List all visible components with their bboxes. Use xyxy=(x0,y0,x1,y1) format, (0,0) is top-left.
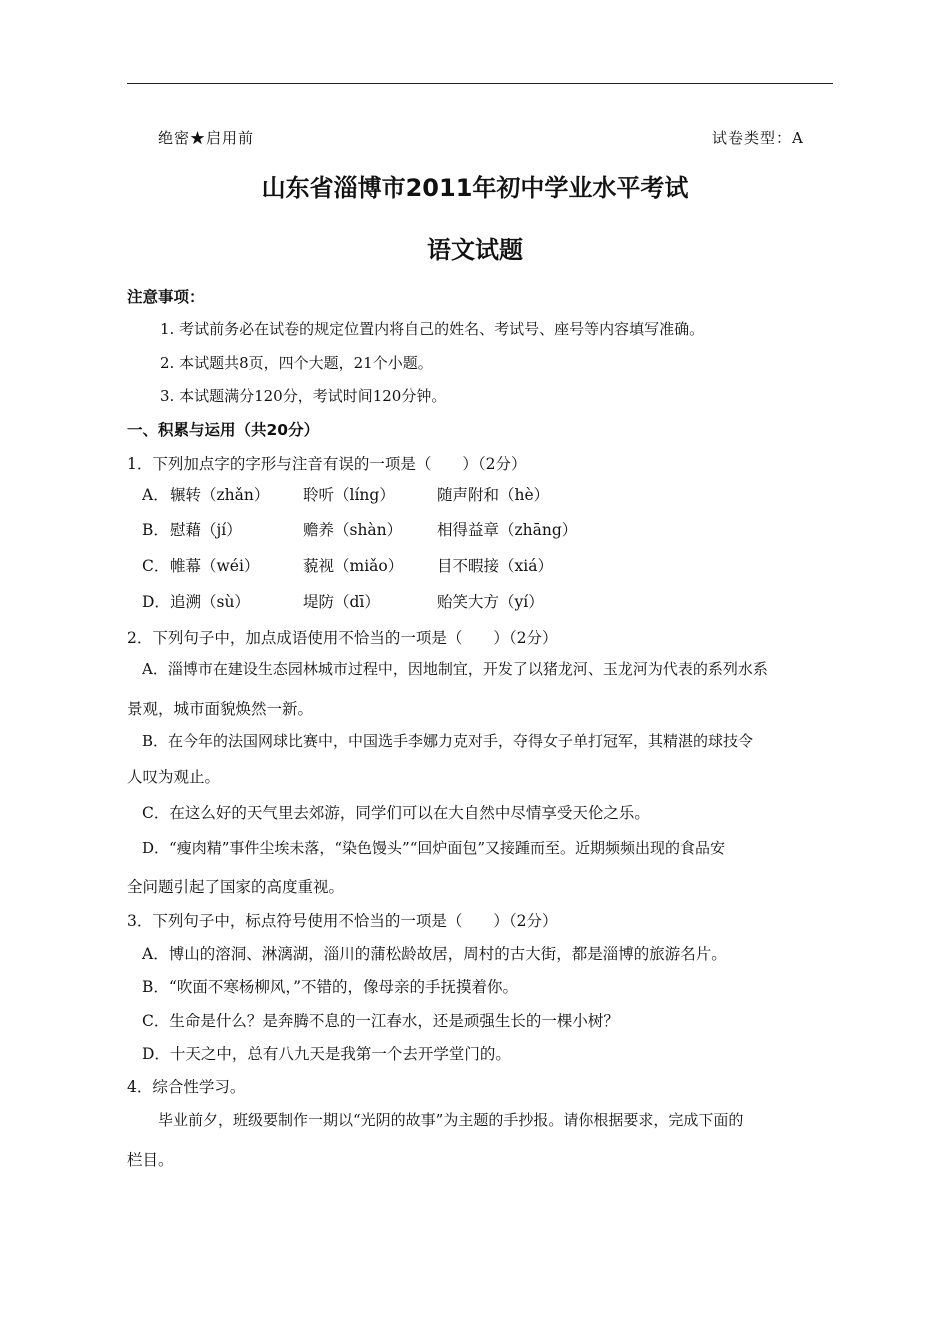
q1-option-d-label: D． xyxy=(142,593,170,611)
subject-title: 语文试题 xyxy=(427,236,523,264)
q1-option-c-3: 目不暇接（xiá） xyxy=(437,557,553,575)
q1-option-c-1: 帷幕（wéi） xyxy=(170,557,260,575)
notice-item-1: 1. 考试前务必在试卷的规定位置内将自己的姓名、考试号、座号等内容填写准确。 xyxy=(160,320,705,338)
q1-option-a-3: 随声附和（hè） xyxy=(437,486,550,504)
q1-option-b-2: 赡养（shàn） xyxy=(303,521,403,539)
q1-option-d-2: 堤防（dī） xyxy=(303,593,380,611)
q1-option-a-2: 聆听（líng） xyxy=(303,486,395,504)
q1-option-b-1: 慰藉（jí） xyxy=(170,521,242,539)
q2-option-a-line1: A．淄博市在建设生态园林城市过程中，因地制宜，开发了以猪龙河、玉龙河为代表的系列水系 xyxy=(142,660,768,678)
q1-option-c-2: 藐视（miǎo） xyxy=(303,557,404,575)
q1-option-c-label: C． xyxy=(142,557,170,575)
q4-stem: 4．综合性学习。 xyxy=(127,1078,246,1096)
q2-option-d-line1: D．“瘦肉精”事件尘埃未落，“染色馒头”“回炉面包”又接踵而至。近期频频出现的食品安 xyxy=(142,839,726,857)
q3-option-d: D．十天之中，总有八九天是我第一个去开学堂门的。 xyxy=(142,1045,511,1063)
q2-stem: 2．下列句子中，加点成语使用不恰当的一项是（ ）（2分） xyxy=(127,629,558,647)
q1-option-b-3: 相得益章（zhāng） xyxy=(437,521,578,539)
q3-option-b: B．“吹面不寒杨柳风，”不错的，像母亲的手抚摸着你。 xyxy=(142,978,518,996)
q1-stem: 1．下列加点字的字形与注音有误的一项是（ ）（2分） xyxy=(127,455,527,473)
notice-item-2: 2. 本试题共8页，四个大题，21个小题。 xyxy=(160,354,433,372)
q2-option-a-line2: 景观，城市面貌焕然一新。 xyxy=(127,700,314,718)
q2-option-d-line2: 全问题引起了国家的高度重视。 xyxy=(127,878,345,896)
top-rule xyxy=(127,83,833,84)
q2-option-b-line1: B．在今年的法国网球比赛中，中国选手李娜力克对手，夺得女子单打冠军，其精湛的球技令 xyxy=(142,732,754,750)
q2-option-c: C．在这么好的天气里去郊游，同学们可以在大自然中尽情享受天伦之乐。 xyxy=(142,804,650,822)
exam-title: 山东省淄博市2011年初中学业水平考试 xyxy=(261,174,689,202)
q1-option-a-1: 辗转（zhǎn） xyxy=(170,486,270,504)
q4-paragraph-line2: 栏目。 xyxy=(127,1151,174,1169)
q1-option-a-label: A． xyxy=(142,486,169,504)
q1-option-d-1: 追溯（sù） xyxy=(170,593,250,611)
q2-option-b-line2: 人叹为观止。 xyxy=(127,768,221,786)
paper-type-label: 试卷类型：A xyxy=(712,129,804,147)
q1-option-d-3: 贻笑大方（yí） xyxy=(437,593,544,611)
notice-heading: 注意事项： xyxy=(127,288,205,306)
notice-item-3: 3. 本试题满分120分，考试时间120分钟。 xyxy=(160,387,447,405)
secrecy-label: 绝密★启用前 xyxy=(158,129,255,147)
q3-stem: 3．下列句子中，标点符号使用不恰当的一项是（ ）（2分） xyxy=(127,912,558,930)
q1-option-b-label: B． xyxy=(142,521,169,539)
q3-option-a: A．博山的溶洞、淋漓湖，淄川的蒲松龄故居，周村的古大街，都是淄博的旅游名片。 xyxy=(142,945,727,963)
q4-paragraph-line1: 毕业前夕，班级要制作一期以“光阴的故事”为主题的手抄报。请你根据要求，完成下面的 xyxy=(158,1111,744,1129)
q3-option-c: C．生命是什么？是奔腾不息的一江春水，还是顽强生长的一棵小树？ xyxy=(142,1012,619,1030)
section-1-heading: 一、积累与运用（共20分） xyxy=(127,421,320,439)
